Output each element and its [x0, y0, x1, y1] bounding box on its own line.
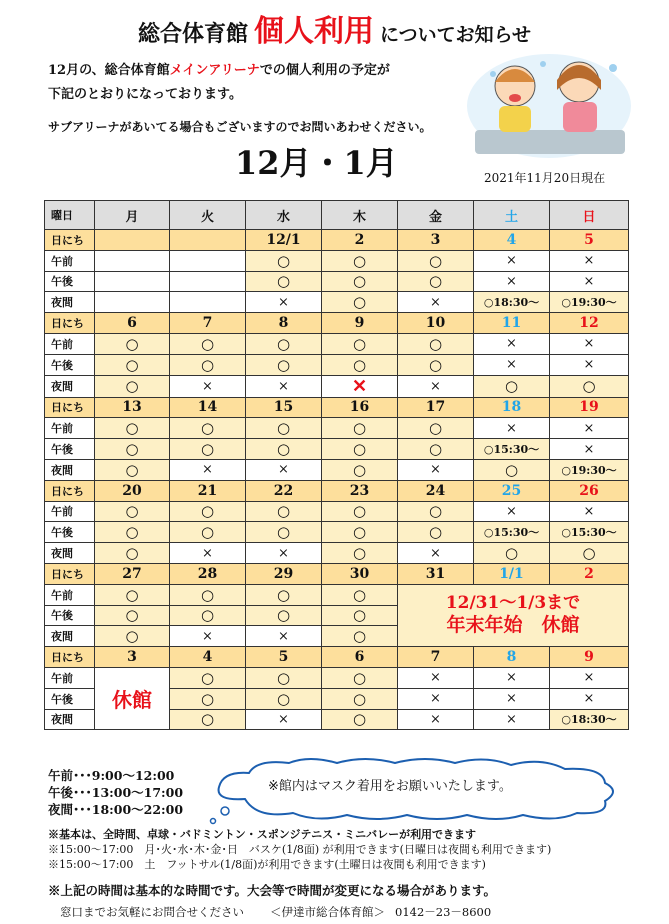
- title-prefix: 総合体育館: [137, 21, 248, 47]
- slot-cell: ○: [95, 522, 170, 543]
- date-cell: 29: [246, 563, 322, 584]
- date-cell: 19: [550, 397, 629, 418]
- slot-cell: ○: [322, 250, 398, 271]
- slot-cell: ○15:30～: [474, 439, 550, 460]
- slot-cell: ○: [322, 522, 398, 543]
- title-main: 個人利用: [253, 14, 374, 49]
- date-cell: 12: [550, 313, 629, 334]
- slot-cell: ○: [322, 354, 398, 375]
- date-cell: 10: [398, 313, 474, 334]
- date-cell: 5: [246, 647, 322, 668]
- date-cell: 12/1: [246, 230, 322, 251]
- slot-row-am: [45, 418, 629, 439]
- date-cell: 1/1: [474, 563, 550, 584]
- slot-label-night: 夜間: [45, 543, 95, 564]
- intro-line-3: サブアリーナがあいてる場合もございますのでお問いあわせください。: [48, 120, 432, 134]
- slot-cell: ○: [322, 709, 398, 730]
- note-basic: ※基本は、全時間、卓球・バドミントン・スポンジテニス・ミニバレーが利用できます: [48, 828, 477, 841]
- slot-cell: ○: [550, 375, 629, 397]
- slot-cell: [170, 250, 246, 271]
- slot-label-pm: 午後: [45, 605, 95, 626]
- date-row-label: 日にち: [45, 563, 95, 584]
- date-cell: 8: [246, 313, 322, 334]
- slot-cell: ○: [398, 418, 474, 439]
- main-arena-text: メインアリーナ: [169, 63, 260, 78]
- date-cell: 13: [95, 397, 170, 418]
- slot-cell: ×: [474, 418, 550, 439]
- slot-cell: ○: [246, 667, 322, 688]
- date-cell: 27: [95, 563, 170, 584]
- date-cell: 3: [95, 647, 170, 668]
- children-cleaning-illustration: [463, 46, 635, 164]
- slot-cell: [95, 250, 170, 271]
- note-futsal: ※15:00～17:00 土 フットサル(1/8面)が利用できます(土曜日は夜間も利用できます): [48, 858, 486, 871]
- slot-label-pm: 午後: [45, 522, 95, 543]
- slot-cell: ✕: [322, 375, 398, 397]
- date-cell: 11: [474, 313, 550, 334]
- slot-cell: ×: [398, 375, 474, 397]
- slot-cell: ○: [246, 501, 322, 522]
- slot-row-pm: [45, 439, 629, 460]
- slot-cell: ○: [246, 333, 322, 354]
- slot-cell: ○: [322, 667, 398, 688]
- slot-cell: ○: [322, 584, 398, 605]
- slot-label-night: 夜間: [45, 626, 95, 647]
- slot-cell: ○: [95, 333, 170, 354]
- slot-cell: ×: [474, 501, 550, 522]
- slot-label-am: 午前: [45, 584, 95, 605]
- date-cell: 24: [398, 480, 474, 501]
- date-row: [45, 647, 629, 668]
- slot-label-night: 夜間: [45, 292, 95, 313]
- hours-am: 午前･･･9:00～12:00: [48, 768, 175, 783]
- slot-cell: ×: [170, 459, 246, 480]
- slot-cell: ○: [246, 271, 322, 292]
- slot-cell: [95, 271, 170, 292]
- date-cell: 20: [95, 480, 170, 501]
- slot-cell: ○: [246, 250, 322, 271]
- slot-cell: ○: [322, 688, 398, 709]
- header-day-3: 水: [246, 201, 322, 230]
- phone-number: 0142－23－8600: [395, 905, 492, 919]
- slot-cell: ○: [95, 584, 170, 605]
- slot-label-pm: 午後: [45, 354, 95, 375]
- slot-cell: ○: [246, 522, 322, 543]
- slot-cell: ×: [398, 459, 474, 480]
- page-title: [0, 6, 669, 50]
- slot-label-am: 午前: [45, 250, 95, 271]
- date-cell: 3: [398, 230, 474, 251]
- date-row: [45, 397, 629, 418]
- slot-row-am: [45, 667, 629, 688]
- slot-cell: ○: [474, 459, 550, 480]
- slot-cell: ○: [398, 501, 474, 522]
- date-cell: 4: [170, 647, 246, 668]
- slot-cell: ×: [398, 292, 474, 313]
- slot-cell: ×: [550, 333, 629, 354]
- slot-row-am: [45, 250, 629, 271]
- date-row: [45, 563, 629, 584]
- date-cell: 2: [322, 230, 398, 251]
- slot-label-am: 午前: [45, 667, 95, 688]
- slot-cell: ○: [322, 605, 398, 626]
- slot-cell: ○: [474, 543, 550, 564]
- slot-cell: ○: [170, 605, 246, 626]
- date-cell: 17: [398, 397, 474, 418]
- slot-cell: ○: [322, 543, 398, 564]
- date-row-label: 日にち: [45, 313, 95, 334]
- slot-cell: ○: [95, 418, 170, 439]
- title-suffix: についてお知らせ: [379, 24, 532, 46]
- slot-row-night: [45, 543, 629, 564]
- slot-cell: ×: [246, 709, 322, 730]
- slot-row-am: [45, 584, 629, 605]
- slot-cell: ×: [550, 667, 629, 688]
- slot-cell: ○: [398, 439, 474, 460]
- slot-cell: ×: [474, 709, 550, 730]
- slot-cell: ○: [322, 501, 398, 522]
- slot-cell: ○: [322, 459, 398, 480]
- slot-label-night: 夜間: [45, 375, 95, 397]
- intro-line-1: 12月の、総合体育館メインアリーナでの個人利用の予定が: [48, 63, 390, 78]
- date-row: [45, 230, 629, 251]
- date-cell: 15: [246, 397, 322, 418]
- date-cell: 6: [322, 647, 398, 668]
- slot-cell: ○15:30～: [474, 522, 550, 543]
- slot-row-night: [45, 459, 629, 480]
- slot-cell: ×: [474, 688, 550, 709]
- slot-cell: ○18:30～: [550, 709, 629, 730]
- date-cell: 7: [398, 647, 474, 668]
- slot-row-pm: [45, 271, 629, 292]
- slot-cell: ○: [322, 626, 398, 647]
- slot-cell: ○: [246, 584, 322, 605]
- slot-cell: ×: [246, 292, 322, 313]
- slot-cell: ○: [398, 522, 474, 543]
- slot-cell: ○: [95, 605, 170, 626]
- header-day-6: 土: [474, 201, 550, 230]
- slot-row-am: [45, 501, 629, 522]
- slot-cell: ×: [246, 375, 322, 397]
- header-row: [45, 201, 629, 230]
- slot-row-pm: [45, 522, 629, 543]
- slot-cell: [170, 271, 246, 292]
- slot-cell: ×: [246, 459, 322, 480]
- slot-cell: ○: [246, 354, 322, 375]
- schedule-table: [44, 200, 629, 730]
- date-cell: 6: [95, 313, 170, 334]
- header-day-7: 日: [550, 201, 629, 230]
- slot-cell: ○18:30～: [474, 292, 550, 313]
- slot-cell: ×: [474, 271, 550, 292]
- slot-row-pm: [45, 354, 629, 375]
- date-row-label: 日にち: [45, 480, 95, 501]
- date-cell: 2: [550, 563, 629, 584]
- slot-cell: [95, 292, 170, 313]
- note-basketball: ※15:00～17:00 月･火･水･木･金･日 バスケ(1/8面) が利用できます(日曜日は夜間も利用できます): [48, 843, 552, 856]
- slot-cell: ×: [170, 626, 246, 647]
- slot-label-pm: 午後: [45, 439, 95, 460]
- date-cell: 5: [550, 230, 629, 251]
- slot-cell: ×: [474, 667, 550, 688]
- header-day-5: 金: [398, 201, 474, 230]
- slot-cell: ○: [95, 439, 170, 460]
- slot-cell: ×: [398, 543, 474, 564]
- slot-row-night: [45, 375, 629, 397]
- slot-label-night: 夜間: [45, 459, 95, 480]
- slot-cell: ×: [474, 333, 550, 354]
- date-cell: 7: [170, 313, 246, 334]
- slot-cell: ○: [95, 543, 170, 564]
- slot-cell: ○: [246, 605, 322, 626]
- hours-night: 夜間･･･18:00～22:00: [48, 802, 184, 817]
- date-cell: 23: [322, 480, 398, 501]
- slot-cell: ×: [550, 418, 629, 439]
- slot-cell: ×: [170, 543, 246, 564]
- slot-cell: ○: [170, 333, 246, 354]
- slot-cell: ○: [170, 688, 246, 709]
- slot-cell: ○: [322, 271, 398, 292]
- header-day-1: 月: [95, 201, 170, 230]
- slot-cell: ○: [95, 626, 170, 647]
- slot-cell: ×: [398, 688, 474, 709]
- date-row-label: 日にち: [45, 397, 95, 418]
- slot-cell: ×: [550, 271, 629, 292]
- slot-cell: ○15:30～: [550, 522, 629, 543]
- slot-cell: ○: [322, 439, 398, 460]
- slot-cell: ○: [398, 271, 474, 292]
- date-cell: 21: [170, 480, 246, 501]
- date-cell: 26: [550, 480, 629, 501]
- intro-line-2: 下記のとおりになっております。: [48, 87, 242, 102]
- header-day-2: 火: [170, 201, 246, 230]
- as-of-date: 2021年11月20日現在: [484, 171, 606, 185]
- header-weekday-label: 曜日: [45, 201, 95, 230]
- date-cell: 8: [474, 647, 550, 668]
- slot-cell: ×: [550, 501, 629, 522]
- slot-cell: ○: [322, 292, 398, 313]
- date-cell: 30: [322, 563, 398, 584]
- slot-cell: ○: [95, 354, 170, 375]
- contact-line: [60, 904, 491, 920]
- slot-cell: ○19:30～: [550, 292, 629, 313]
- slot-cell: ×: [170, 375, 246, 397]
- slot-cell: ○: [170, 667, 246, 688]
- slot-cell: ○: [170, 418, 246, 439]
- slot-row-night: [45, 292, 629, 313]
- slot-cell: ○: [95, 459, 170, 480]
- slot-cell: ×: [398, 667, 474, 688]
- slot-cell: ○: [170, 584, 246, 605]
- date-cell: 31: [398, 563, 474, 584]
- hours-pm: 午後･･･13:00～17:00: [48, 785, 184, 800]
- jan3-closure: 休館: [95, 667, 170, 729]
- slot-label-pm: 午後: [45, 688, 95, 709]
- date-row: [45, 480, 629, 501]
- slot-cell: ×: [550, 439, 629, 460]
- slot-cell: ×: [474, 354, 550, 375]
- months-heading: 12月・1月: [235, 144, 398, 182]
- contact-prefix: 窓口までお気軽にお問合せください: [60, 905, 244, 919]
- slot-cell: ×: [246, 626, 322, 647]
- slot-label-am: 午前: [45, 501, 95, 522]
- slot-cell: ○: [398, 354, 474, 375]
- date-cell: 28: [170, 563, 246, 584]
- slot-cell: ○: [474, 375, 550, 397]
- date-cell: 18: [474, 397, 550, 418]
- slot-cell: ×: [246, 543, 322, 564]
- slot-cell: ○19:30～: [550, 459, 629, 480]
- slot-cell: ×: [398, 709, 474, 730]
- date-cell: 25: [474, 480, 550, 501]
- slot-cell: ○: [322, 333, 398, 354]
- slot-cell: ○: [550, 543, 629, 564]
- slot-cell: [170, 292, 246, 313]
- slot-cell: ○: [398, 250, 474, 271]
- slot-label-pm: 午後: [45, 271, 95, 292]
- new-year-closure: [398, 584, 629, 646]
- date-row: [45, 313, 629, 334]
- slot-cell: ○: [95, 375, 170, 397]
- slot-label-am: 午前: [45, 333, 95, 354]
- slot-cell: ○: [246, 688, 322, 709]
- slot-cell: ○: [170, 439, 246, 460]
- slot-label-night: 夜間: [45, 709, 95, 730]
- date-cell: 9: [550, 647, 629, 668]
- slot-cell: ×: [550, 250, 629, 271]
- slot-cell: ○: [246, 439, 322, 460]
- date-cell: 22: [246, 480, 322, 501]
- mask-notice: ※館内はマスク着用をお願いいたします。: [268, 779, 512, 794]
- date-cell: 14: [170, 397, 246, 418]
- slot-label-am: 午前: [45, 418, 95, 439]
- date-row-label: 日にち: [45, 647, 95, 668]
- date-row-label: 日にち: [45, 230, 95, 251]
- slot-cell: ×: [550, 688, 629, 709]
- slot-cell: ○: [322, 418, 398, 439]
- slot-cell: ×: [474, 250, 550, 271]
- slot-cell: ○: [170, 709, 246, 730]
- header-day-4: 木: [322, 201, 398, 230]
- slot-cell: ○: [398, 333, 474, 354]
- disclaimer: ※上記の時間は基本的な時間です。大会等で時間が変更になる場合があります。: [48, 883, 497, 898]
- slot-cell: ○: [170, 501, 246, 522]
- gym-name: ＜伊達市総合体育館＞: [270, 905, 385, 919]
- date-cell: 16: [322, 397, 398, 418]
- slot-cell: ×: [550, 354, 629, 375]
- date-cell: 4: [474, 230, 550, 251]
- date-cell: [170, 230, 246, 251]
- new-year-closure-dates: 12/31～1/3まで: [445, 592, 581, 613]
- slot-cell: ○: [170, 354, 246, 375]
- date-cell: 9: [322, 313, 398, 334]
- date-cell: [95, 230, 170, 251]
- new-year-closure-text: 年末年始 休館: [446, 614, 580, 637]
- slot-cell: ○: [246, 418, 322, 439]
- slot-cell: ○: [170, 522, 246, 543]
- slot-cell: ○: [95, 501, 170, 522]
- slot-row-am: [45, 333, 629, 354]
